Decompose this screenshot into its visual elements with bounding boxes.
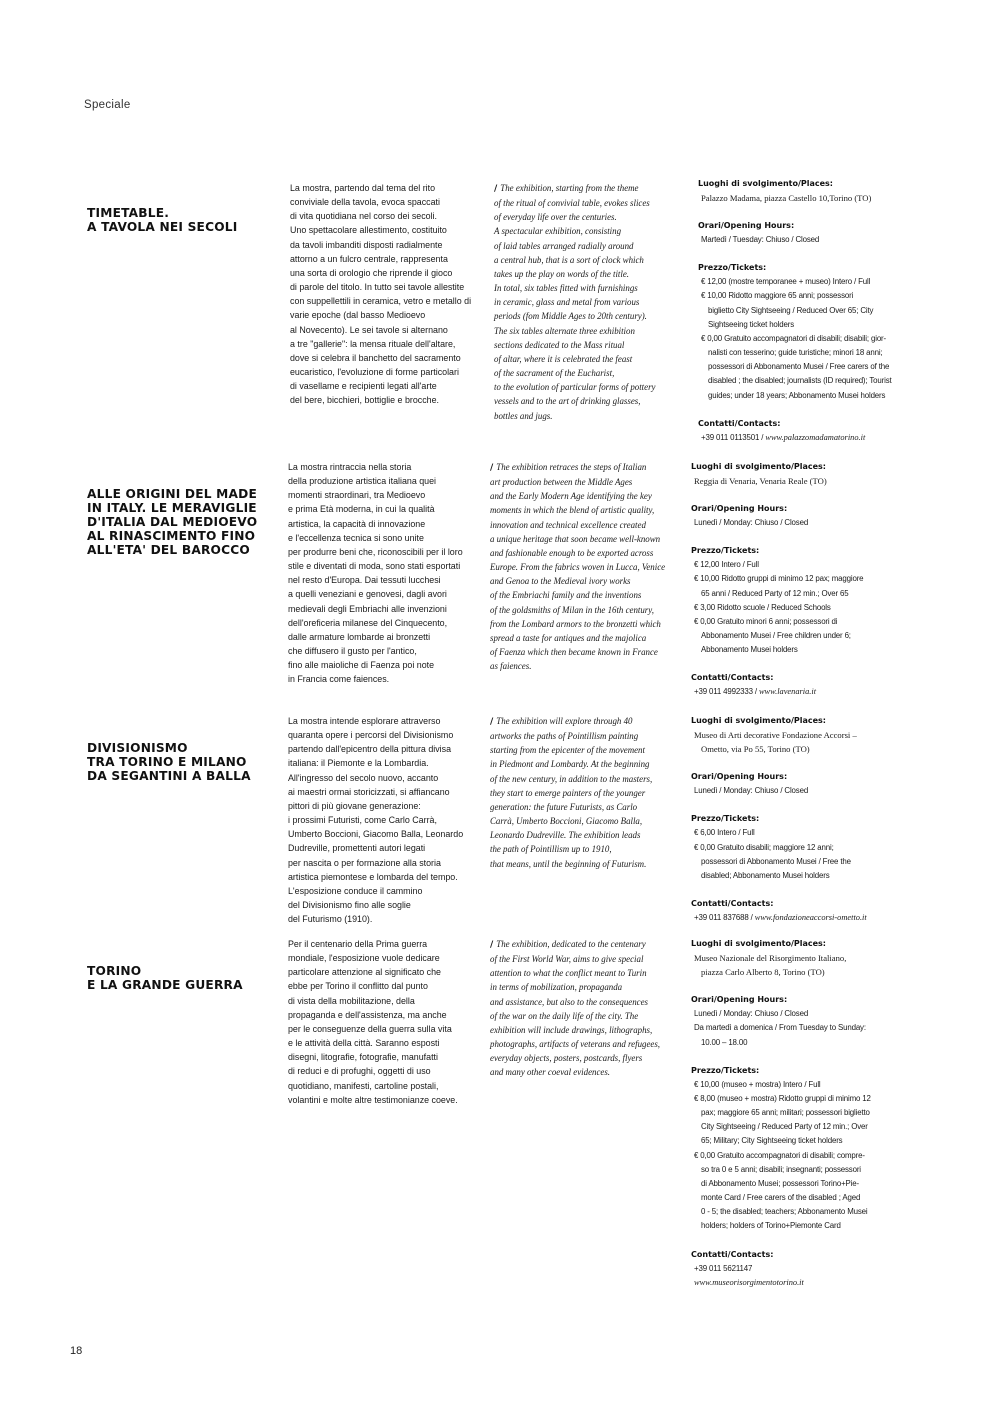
places-block <box>698 177 898 205</box>
text-line: volantini e molte altre testimonianze coeve. <box>288 1094 458 1105</box>
text-fragment: as faiences. <box>490 661 532 672</box>
text-line: propaganda e dell'assistenza, ma anche <box>288 1009 447 1020</box>
phone-number: +39 011 0113501 <box>701 432 760 442</box>
text-line <box>494 366 694 380</box>
text-fragment: of the Embriachi family and the inventions <box>490 590 642 601</box>
text-line: varie epoche (dal basso Medioevo <box>290 310 426 321</box>
text-line: eucaristico, l'evoluzione di forme particolari <box>290 367 459 378</box>
ticket-line: biglietto City Sightseeing / Reduced Over 65; City <box>708 305 874 315</box>
phone-number: +39 011 4992333 <box>694 687 753 697</box>
title-line: ALLE ORIGINI DEL MADE <box>87 487 257 501</box>
hours-line: Lunedì / Monday: Chiuso / Closed <box>694 786 809 796</box>
text-fragment: spread a taste for antiques and the majolica <box>490 632 647 643</box>
text-line: della produzione artistica italiana quei <box>288 476 437 487</box>
text-line: dell'oreficeria milanese del Cinquecento, <box>288 617 448 628</box>
text-line: artistica piemontese e lombarda del tempo. <box>288 871 458 882</box>
ticket-line: holders; holders of Torino+Piemonte Card <box>701 1221 841 1231</box>
text-line: conviviale della tavola, evoca spaccati <box>290 197 440 208</box>
ticket-line: possessori di Abbonamento Musei / Free the <box>701 856 851 866</box>
text-line <box>490 729 690 743</box>
website-link[interactable]: www.lavenaria.it <box>758 687 817 697</box>
text-line <box>490 1051 690 1065</box>
contacts-block <box>691 671 891 699</box>
ticket-line: € 10,00 Ridotto gruppi di minimo 12 pax; maggiore <box>694 574 864 584</box>
text-line <box>490 1037 690 1051</box>
text-line <box>490 560 690 574</box>
contacts-block <box>691 1248 891 1290</box>
text-fragment: The exhibition will explore through 40 <box>496 716 633 726</box>
hours-block <box>691 993 891 1049</box>
text-line: al Novecento). Le sei tavole si alternano <box>290 324 448 335</box>
text-fragment: of the war on the daily life of the city. The <box>490 1010 639 1021</box>
text-line <box>494 239 694 253</box>
text-line: da tavoli imbanditi disposti radialmente <box>290 239 443 250</box>
text-line: fino alle maioliche di Faenza poi note <box>288 660 435 671</box>
text-line: La mostra rintraccia nella storia <box>288 462 412 472</box>
text-line <box>490 475 690 489</box>
places-label: Luoghi di svolgimento/Places: <box>691 939 827 948</box>
hours-block <box>691 502 891 530</box>
text-fragment: of the new century, in addition to the masters, <box>490 773 653 784</box>
text-line: mondiale, l'esposizione vuole dedicare <box>288 953 440 964</box>
title-line: TIMETABLE. <box>87 206 170 220</box>
event-title <box>87 741 277 783</box>
text-line <box>494 224 694 238</box>
text-line: per le conseguenze della guerra sulla vita <box>288 1023 452 1034</box>
contacts-label: Contatti/Contacts: <box>691 673 774 683</box>
text-line <box>490 842 690 856</box>
text-line <box>490 532 690 546</box>
text-line <box>490 814 690 828</box>
ticket-line: Abbonamento Musei holders <box>701 645 798 655</box>
text-line: una sorta di orologio che riprende il gioco <box>290 267 453 278</box>
contact-line <box>698 431 898 445</box>
slash-mark: / <box>490 463 494 473</box>
text-line <box>490 1065 690 1079</box>
text-line: disegni, litografie, fotografie, manufatti <box>288 1052 438 1063</box>
tickets-label: Prezzo/Tickets: <box>691 546 760 556</box>
title-line: D'ITALIA DAL MEDIOEVO <box>87 515 258 529</box>
ticket-line: € 12,00 (mostre temporanee + museo) Intero / Full <box>701 277 871 287</box>
separator: / <box>748 913 755 923</box>
text-fragment: from the Lombard armors to the bronzetti which <box>490 618 661 629</box>
english-description <box>490 714 690 871</box>
website-link[interactable]: www.palazzomadamatorino.it <box>765 432 866 442</box>
text-fragment: of the First World War, aims to give special <box>490 954 644 965</box>
text-line: attorno a un fulcro centrale, rappresenta <box>290 253 448 264</box>
text-line <box>490 857 690 871</box>
places-label: Luoghi di svolgimento/Places: <box>691 462 827 471</box>
contact-line <box>691 911 891 925</box>
text-line: partendo dall'epicentro della pittura divisa <box>288 744 452 755</box>
tickets-block <box>691 1064 891 1234</box>
text-fragment: and assistance, but also to the consequences <box>490 996 648 1007</box>
title-line: ALL'ETA' DEL BAROCCO <box>87 543 250 557</box>
title-line: TRA TORINO E MILANO <box>87 755 247 769</box>
text-line <box>490 518 690 532</box>
ticket-line: Sightseeing ticket holders <box>708 319 795 329</box>
ticket-line: possessori di Abbonamento Musei / Free carers of the <box>708 362 890 372</box>
text-line: per nascita o per formazione alla storia <box>288 857 441 868</box>
text-fragment: innovation and technical excellence created <box>490 519 646 530</box>
text-line: che diffusero il gusto per l'antico, <box>288 646 417 657</box>
text-fragment: of the sacrament of the Eucharist, <box>494 368 615 379</box>
text-fragment: art production between the Middle Ages <box>490 477 633 488</box>
text-fragment: of Faenza which then became known in France <box>490 647 658 658</box>
text-fragment: vessels and to the art of drinking glasses, <box>494 396 641 407</box>
ticket-line: € 0,00 Gratuito accompagnatori di disabili; disabili; gior- <box>701 333 887 343</box>
hours-line: Lunedì / Monday: Chiuso / Closed <box>694 518 809 528</box>
text-line <box>490 645 690 659</box>
text-line <box>494 281 694 295</box>
contacts-block <box>691 897 891 925</box>
text-line <box>490 757 690 771</box>
event-info <box>698 177 898 459</box>
ticket-line: € 0,00 Gratuito minori 6 anni; possessori di <box>694 616 838 626</box>
text-line <box>490 460 690 475</box>
hours-line: Martedì / Tuesday: Chiuso / Closed <box>701 235 820 245</box>
text-line <box>490 828 690 842</box>
text-fragment: of everyday life over the centuries. <box>494 212 617 223</box>
text-line <box>494 309 694 323</box>
text-line <box>490 800 690 814</box>
text-fragment: that means, until the beginning of Futurism. <box>490 858 647 869</box>
ticket-line: City Sightseeing / Reduced Party of 12 min.; Over <box>701 1122 868 1132</box>
text-line <box>490 489 690 503</box>
text-line <box>490 966 690 980</box>
hours-line: 10.00 – 18.00 <box>701 1037 748 1047</box>
separator: / <box>752 687 759 697</box>
text-line <box>490 588 690 602</box>
contacts-label: Contatti/Contacts: <box>691 1249 774 1259</box>
text-fragment: artworks the paths of Pointillism painting <box>490 731 639 742</box>
tickets-label: Prezzo/Tickets: <box>691 814 760 824</box>
contacts-label: Contatti/Contacts: <box>691 899 774 909</box>
title-line: DA SEGANTINI A BALLA <box>87 769 251 783</box>
text-line: ebbe per Torino il conflitto dal punto <box>288 981 428 992</box>
text-line: Dudreville, promettenti autori legati <box>288 843 426 854</box>
text-line: La mostra, partendo dal tema del rito <box>290 183 436 193</box>
hours-label: Orari/Opening Hours: <box>691 995 788 1005</box>
places-block <box>691 714 891 756</box>
text-fragment: The exhibition, dedicated to the centenary <box>496 939 646 949</box>
text-line: di vita quotidiana nel corso dei secoli. <box>290 211 438 222</box>
text-fragment: bottles and jugs. <box>494 410 553 421</box>
slash-mark: / <box>494 184 498 194</box>
ticket-line: € 10,00 (museo + mostra) Intero / Full <box>694 1079 821 1089</box>
ticket-line: € 10,00 Ridotto maggiore 65 anni; possessori <box>701 291 854 301</box>
separator: / <box>759 432 766 442</box>
hours-label: Orari/Opening Hours: <box>698 221 795 231</box>
title-line: AL RINASCIMENTO FINO <box>87 529 256 543</box>
text-fragment: and Genoa to the Medieval ivory works <box>490 576 631 587</box>
text-fragment: of the goldsmiths of Milan in the 16th century, <box>490 604 654 615</box>
event-info <box>691 937 891 1304</box>
place-line: Museo di Arti decorative Fondazione Accorsi – <box>694 730 857 740</box>
text-fragment: moments in which the blend of artistic quality, <box>490 505 655 516</box>
text-line: del Divisionismo fino alle soglie <box>288 900 411 911</box>
text-line: stile e diventati di moda, sono stati esportati <box>288 561 461 572</box>
text-line: dove si celebra il banchetto del sacramento <box>290 352 461 363</box>
tickets-block <box>698 261 898 402</box>
text-fragment: periods (fom Middle Ages to 20th century). <box>494 311 647 322</box>
phone-number: +39 011 837688 <box>694 913 749 923</box>
text-line <box>490 995 690 1009</box>
text-line: ai maestri ormai storicizzati, si affiancano <box>288 786 450 797</box>
text-line <box>490 574 690 588</box>
phone-number: +39 011 5621147 <box>694 1263 753 1273</box>
places-label: Luoghi di svolgimento/Places: <box>698 179 834 188</box>
text-fragment: Leonardo Dudreville. The exhibition leads <box>490 830 641 841</box>
text-line: artistica, la capacità di innovazione <box>288 518 426 529</box>
english-description <box>490 460 690 673</box>
text-line <box>490 546 690 560</box>
text-line <box>490 772 690 786</box>
title-line: TORINO <box>87 964 142 978</box>
text-fragment: in ceramic, glass and metal from various <box>494 297 640 308</box>
text-line: italiana: il Piemonte e la Lombardia. <box>288 758 429 769</box>
text-fragment: to the evolution of particular forms of pottery <box>494 382 656 393</box>
text-line: La mostra intende esplorare attraverso <box>288 716 441 726</box>
text-fragment: everyday objects, posters, postcards, flyers <box>490 1053 643 1064</box>
text-line: quaranta opere i percorsi del Divisionismo <box>288 730 454 741</box>
text-line <box>494 338 694 352</box>
text-line: All'ingresso del secolo nuovo, accanto <box>288 772 439 783</box>
text-line <box>490 714 690 729</box>
event-info <box>691 460 891 714</box>
ticket-line: Abbonamento Musei / Free children under 6; <box>701 631 851 641</box>
text-line: a quelli veneziani e genovesi, dagli avori <box>288 589 447 600</box>
hours-line: Da martedì a domenica / From Tuesday to Sunday: <box>694 1023 866 1033</box>
text-line: del Futurismo (1910). <box>288 914 373 925</box>
tickets-block <box>691 544 891 657</box>
slash-mark: / <box>490 717 494 727</box>
text-line: pittori di più giovane generazione: <box>288 800 421 811</box>
text-line: L'esposizione conduce il cammino <box>288 885 423 896</box>
text-fragment: a central hub, that is a sort of clock which <box>494 254 644 265</box>
text-fragment: of altar, where it is celebrated the feast <box>494 353 633 364</box>
ticket-line: € 12,00 Intero / Full <box>694 560 759 570</box>
text-line: Uno spettacolare allestimento, costituito <box>290 225 447 236</box>
text-line <box>494 181 694 196</box>
text-line <box>490 937 690 952</box>
event-title <box>87 964 277 992</box>
text-fragment: exhibition will include drawings, lithographs, <box>490 1024 653 1035</box>
text-fragment: and the Early Modern Age identifying the key <box>490 491 652 502</box>
ticket-line: monte Card / Free carers of the disabled ; Aged <box>701 1193 861 1203</box>
text-line <box>490 1023 690 1037</box>
italian-description <box>288 714 486 926</box>
text-line <box>490 980 690 994</box>
hours-line: Lunedì / Monday: Chiuso / Closed <box>694 1009 809 1019</box>
event-title <box>87 487 277 557</box>
text-line: particolare attenzione al significato che <box>288 967 441 978</box>
title-line: IN ITALY. LE MERAVIGLIE <box>87 501 257 515</box>
place-line: Museo Nazionale del Risorgimento Italiano, <box>694 953 847 963</box>
italian-description <box>288 460 486 687</box>
text-line: nel resto d'Europa. Dai tessuti lucchesi <box>288 575 441 586</box>
text-line <box>494 295 694 309</box>
text-line <box>490 952 690 966</box>
ticket-line: di Abbonamento Musei; possessori Torino+Pie- <box>701 1178 859 1188</box>
ticket-line: € 8,00 (museo + mostra) Ridotto gruppi di minimo 12 <box>694 1093 871 1103</box>
text-line: con suppellettili in ceramica, vetro e metallo di <box>290 296 472 307</box>
ticket-line: disabled; Abbonamento Musei holders <box>701 870 830 880</box>
ticket-line: 65 anni / Reduced Party of 12 min.; Over 65 <box>701 588 849 598</box>
text-line: dalle armature lombarde ai bronzetti <box>288 631 431 642</box>
text-line: e l'eccellenza tecnica si sono unite <box>288 532 424 543</box>
ticket-line: 65; Military; City Sightseeing ticket holders <box>701 1136 843 1146</box>
text-fragment: In total, six tables fitted with furnishings <box>494 283 638 294</box>
text-fragment: Europe. From the fabrics woven in Lucca, Venice <box>490 562 666 573</box>
text-fragment: a unique heritage that soon became well-known <box>490 533 661 544</box>
text-line: di reduci e di profughi, oggetti di uso <box>288 1066 431 1077</box>
tickets-block <box>691 812 891 883</box>
text-fragment: they start to emerge painters of the younger <box>490 787 646 798</box>
places-block <box>691 937 891 979</box>
text-line <box>494 267 694 281</box>
places-block <box>691 460 891 488</box>
text-line: in Francia come faiences. <box>288 674 390 685</box>
text-fragment: The exhibition, starting from the theme <box>500 183 639 193</box>
text-line: del bere, bicchieri, bottiglie e brocche. <box>290 395 439 406</box>
hours-label: Orari/Opening Hours: <box>691 504 788 514</box>
place-line: piazza Carlo Alberto 8, Torino (TO) <box>701 967 825 978</box>
text-line: e prima Età moderna, in cui la qualità <box>288 504 435 515</box>
title-line: DIVISIONISMO <box>87 741 188 755</box>
text-line <box>494 394 694 408</box>
text-fragment: and fashionable enough to be exported across <box>490 547 654 558</box>
hours-block <box>691 770 891 798</box>
text-fragment: in Piedmont and Lombardy. At the beginning <box>490 759 650 770</box>
text-fragment: photographs, artifacts of veterans and refugees, <box>490 1039 661 1050</box>
english-description <box>490 937 690 1080</box>
text-fragment: of laid tables arranged radially around <box>494 240 634 251</box>
event-info <box>691 714 891 939</box>
text-line: a tre "gallerie": la mensa rituale dell'altare, <box>290 338 456 349</box>
ticket-line: € 0,00 Gratuito accompagnatori di disabili; compre- <box>694 1150 865 1160</box>
ticket-line: € 6,00 Intero / Full <box>694 828 755 838</box>
text-fragment: The exhibition retraces the steps of Italian <box>496 462 647 472</box>
text-line <box>494 409 694 423</box>
website-link[interactable]: www.fondazioneaccorsi-ometto.it <box>754 913 867 923</box>
website-link[interactable]: www.museorisorgimentotorino.it <box>694 1277 804 1287</box>
section-label: Speciale <box>84 99 131 111</box>
text-line <box>490 631 690 645</box>
hours-label: Orari/Opening Hours: <box>691 772 788 782</box>
tickets-label: Prezzo/Tickets: <box>691 1065 760 1075</box>
text-fragment: sections dedicated to the Mass ritual <box>494 339 625 350</box>
text-fragment: and many other coeval evidences. <box>490 1067 611 1078</box>
text-line <box>494 352 694 366</box>
text-fragment: of the ritual of convivial table, evokes slices <box>494 198 650 209</box>
text-line <box>490 786 690 800</box>
text-line <box>490 503 690 517</box>
contact-line <box>691 1262 891 1276</box>
text-line: per produrre beni che, riconoscibili per il loro <box>288 546 463 557</box>
text-line: medievali degli Embriachi alle invenzioni <box>288 603 447 614</box>
tickets-label: Prezzo/Tickets: <box>698 263 767 273</box>
text-line: di parole del titolo. In tutto sei tavole allestite <box>290 282 465 293</box>
text-line: e le attività della città. Saranno esposti <box>288 1038 440 1049</box>
contacts-label: Contatti/Contacts: <box>698 418 781 428</box>
event-title <box>87 206 277 234</box>
places-label: Luoghi di svolgimento/Places: <box>691 716 827 725</box>
page-number: 18 <box>70 1345 83 1357</box>
text-fragment: in terms of mobilization, propaganda <box>490 982 623 993</box>
ticket-line: 0 - 5; the disabled; teachers; Abbonamento Musei <box>701 1207 868 1217</box>
text-fragment: Carrà, Umberto Boccioni, Giacomo Balla, <box>490 816 643 827</box>
text-fragment: takes up the play on words of the title. <box>494 268 629 279</box>
text-line: di vasellame e recipienti legati all'arte <box>290 381 437 392</box>
text-line <box>490 617 690 631</box>
title-line: E LA GRANDE GUERRA <box>87 978 243 992</box>
text-fragment: attention to what the conflict meant to Turin <box>490 968 647 979</box>
ticket-line: € 0,00 Gratuito disabili; maggiore 12 anni; <box>694 842 834 852</box>
text-line: Per il centenario della Prima guerra <box>288 939 428 949</box>
place-line: Reggia di Venaria, Venaria Reale (TO) <box>694 476 827 486</box>
text-line <box>494 253 694 267</box>
ticket-line: disabled ; the disabled; journalists (ID required); Tourist <box>708 376 892 386</box>
text-line: i prossimi Futuristi, come Carlo Carrà, <box>288 815 437 826</box>
text-line: Umberto Boccioni, Giacomo Balla, Leonardo <box>288 829 464 840</box>
title-line: A TAVOLA NEI SECOLI <box>87 220 238 234</box>
slash-mark: / <box>490 940 494 950</box>
text-line: momenti straordinari, tra Medioevo <box>288 490 426 501</box>
place-line: Ometto, via Po 55, Torino (TO) <box>701 744 810 755</box>
text-line <box>494 210 694 224</box>
italian-description <box>288 937 486 1107</box>
hours-block <box>698 219 898 247</box>
ticket-line: € 3,00 Ridotto scuole / Reduced Schools <box>694 602 831 612</box>
text-line <box>490 1009 690 1023</box>
text-fragment: the path of Pointillism up to 1910, <box>490 844 612 855</box>
text-fragment: A spectacular exhibition, consisting <box>494 226 622 237</box>
contacts-block <box>698 417 898 445</box>
text-fragment: The six tables alternate three exhibition <box>494 325 635 336</box>
text-fragment: generation: the future Futurists, as Carlo <box>490 801 638 812</box>
text-line <box>490 659 690 673</box>
ticket-line: nalisti con tesserino; guide turistiche; minori 18 anni; <box>708 348 883 358</box>
text-line <box>490 603 690 617</box>
text-fragment: starting from the epicenter of the movement <box>490 745 645 756</box>
text-line: di vista della mobilitazione, della <box>288 995 415 1006</box>
text-line: quotidiano, manifesti, cartoline postali, <box>288 1080 439 1091</box>
text-line <box>490 743 690 757</box>
place-line: Palazzo Madama, piazza Castello 10,Torino (TO) <box>701 193 872 203</box>
italian-description <box>290 181 488 408</box>
ticket-line: guides; under 18 years; Abbonamento Musei holders <box>708 390 886 400</box>
text-line <box>494 324 694 338</box>
english-description <box>494 181 694 423</box>
text-line <box>494 196 694 210</box>
text-line <box>494 380 694 394</box>
contact-line <box>691 685 891 699</box>
ticket-line: so tra 0 e 5 anni; disabili; insegnanti; possessori <box>701 1164 861 1174</box>
ticket-line: pax; maggiore 65 anni; militari; possessori biglietto <box>701 1108 870 1118</box>
